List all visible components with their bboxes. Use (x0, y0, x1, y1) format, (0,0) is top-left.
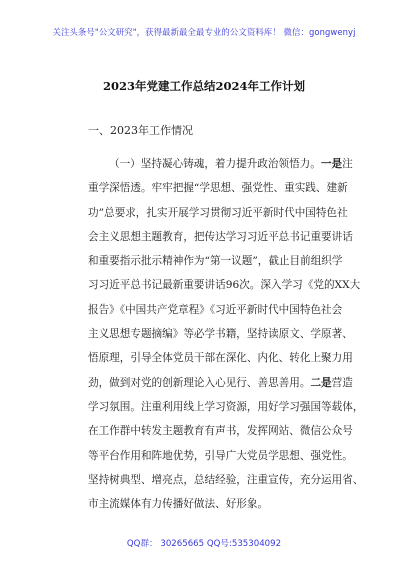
paragraph-line: 劲，做到对党的创新理论入心见行、善思善用。二是营造 (88, 376, 353, 389)
paragraph-line: 学习氛围。注重利用线上学习资源，用好学习强国等载体， (88, 400, 364, 413)
paragraph-line: 习习近平总书记最新重要讲话96次。深入学习《党的XX大 (88, 279, 361, 292)
paragraph-line: 在工作群中转发主题教育有声书，发挥网站、微信公众号 (88, 425, 353, 438)
paragraph-line: 报告》《中国共产党章程》《习近平新时代中国特色社会 (88, 303, 343, 316)
paragraph-line: （一）坚持凝心铸魂，着力提升政治领悟力。一是注 (109, 158, 353, 170)
document-title: 2023年党建工作总结2024年工作计划 (102, 79, 305, 93)
body-paragraph (88, 152, 364, 516)
paragraph-line: 主义思想专题摘编》等必学书籍，坚持读原文、学原著、 (88, 328, 353, 341)
paragraph-line: 等平台作用和阵地优势，引导广大党员学思想、强党性。 (88, 449, 353, 462)
header-promo-banner: 关注头条号"公文研究"，获得最新最全最专业的公文资料库！ 微信：gongwenyj (52, 27, 356, 37)
paragraph-line: 市主流媒体有力传播好做法、好形象。 (88, 498, 269, 511)
paragraph-line: 坚持树典型、增亮点，总结经验，注重宣传，充分运用省、 (88, 473, 364, 486)
paragraph-line: 功”总要求，扎实开展学习贯彻习近平新时代中国特色社 (88, 206, 348, 219)
paragraph-line: 和重要指示批示精神作为“第一议题”，截止目前组织学 (88, 255, 343, 268)
footer-qq-contact: QQ群： 30265665 QQ号:535304092 (126, 539, 282, 549)
paragraph-line: 重学深悟透。牢牢把握“学思想、强党性、重实践、建新 (88, 182, 348, 195)
section-heading: 一、2023年工作情况 (88, 124, 193, 137)
paragraph-line: 会主义思想主题教育，把传达学习习近平总书记重要讲话 (88, 230, 353, 243)
paragraph-line: 悟原理，引导全体党员干部在深化、内化、转化上聚力用 (88, 352, 353, 365)
